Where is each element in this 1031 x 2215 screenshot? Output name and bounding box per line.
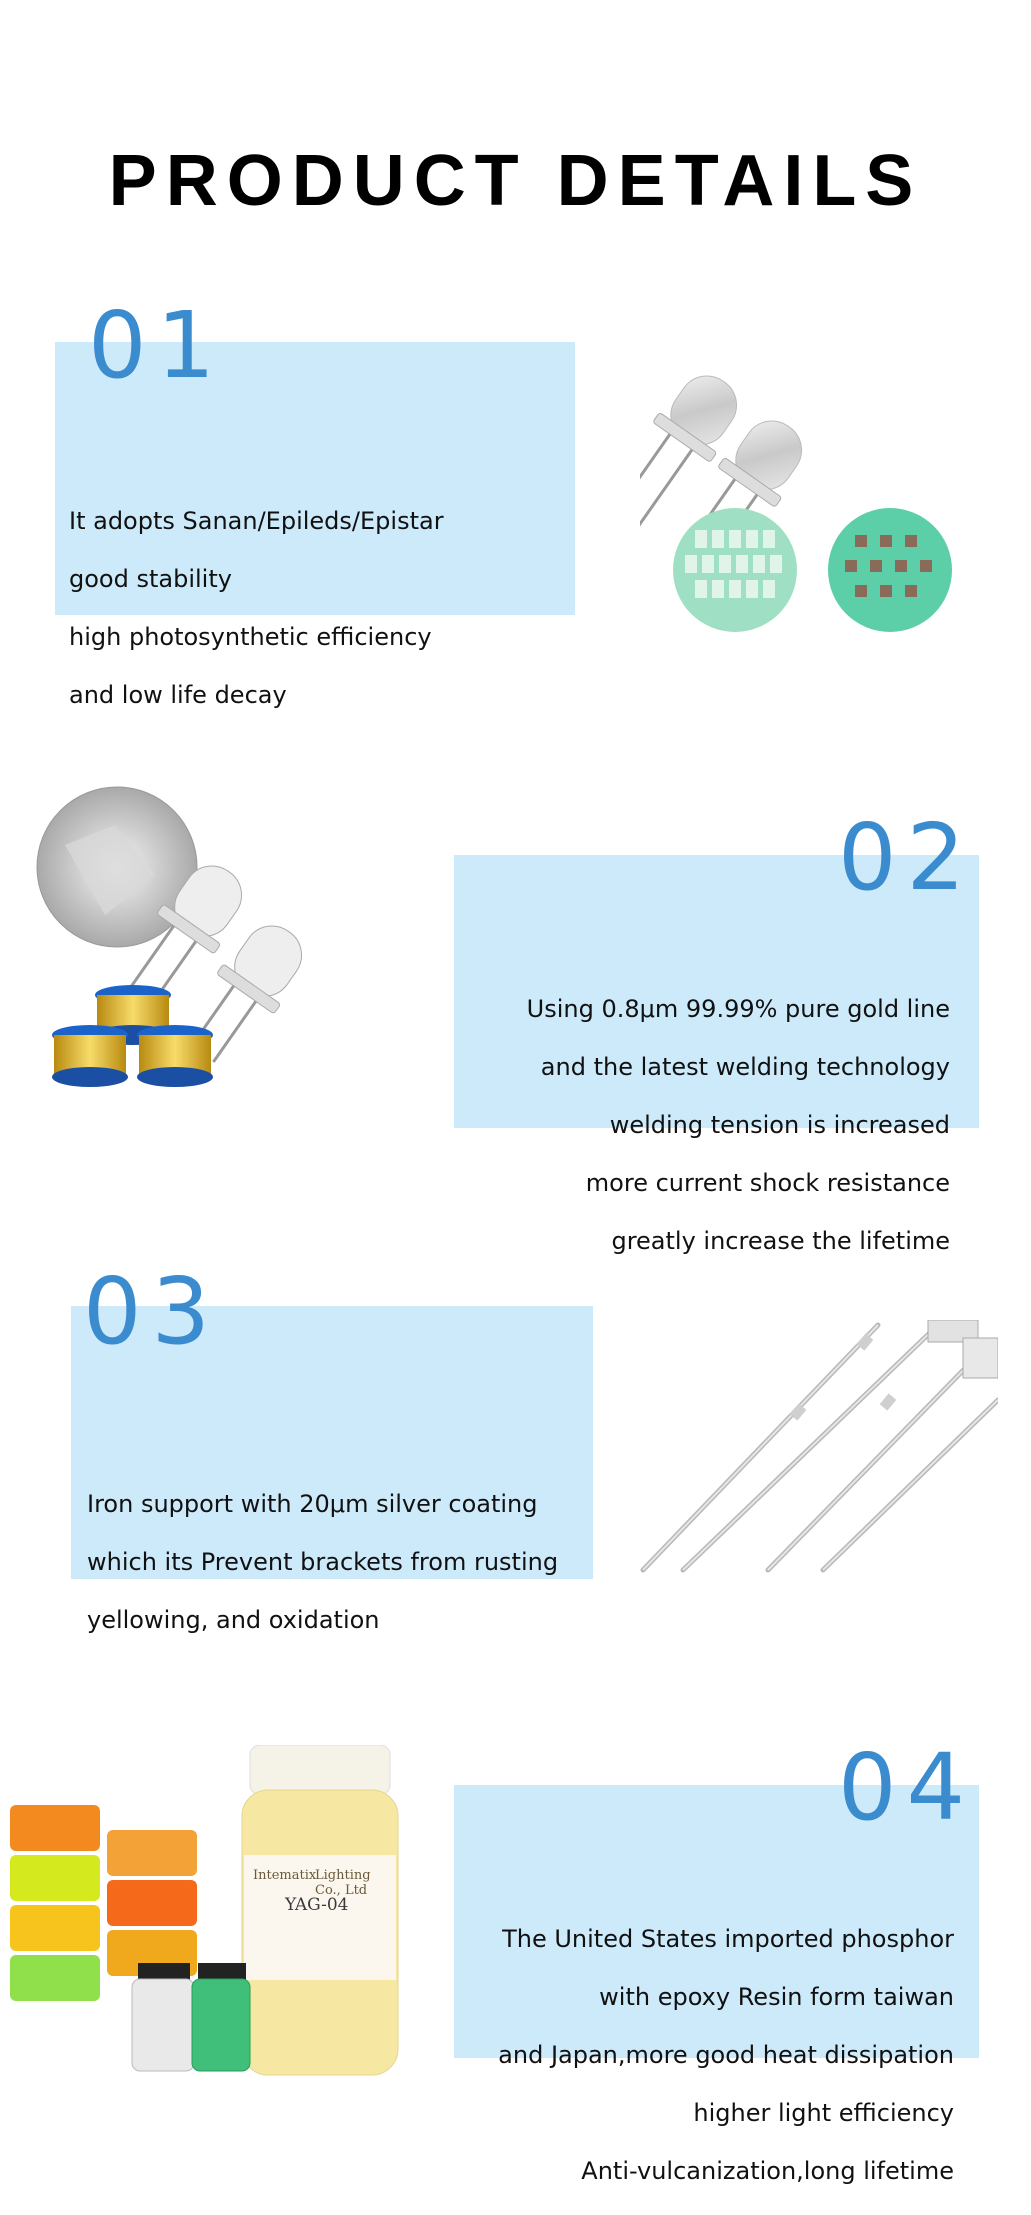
section-04-number: 04 bbox=[838, 1734, 976, 1841]
gold-wire-led-image bbox=[35, 785, 375, 1105]
section-02-line-4: more current shock resistance bbox=[585, 1169, 950, 1197]
section-02-line-1: Using 0.8μm 99.99% pure gold line bbox=[526, 995, 950, 1023]
led-chip-wafer-image bbox=[640, 355, 960, 640]
section-02-number: 02 bbox=[838, 804, 976, 911]
section-02-line-2: and the latest welding technology bbox=[540, 1053, 950, 1081]
section-04-line-2: with epoxy Resin form taiwan bbox=[599, 1983, 954, 2011]
page-title: PRODUCT DETAILS bbox=[108, 141, 923, 221]
section-02-line-5: greatly increase the lifetime bbox=[611, 1227, 950, 1255]
section-04-line-1: The United States imported phosphor bbox=[502, 1925, 954, 1953]
section-02-text bbox=[460, 966, 950, 1285]
section-04-line-3: and Japan,more good heat dissipation bbox=[498, 2041, 954, 2069]
section-04-line-5: Anti-vulcanization,long lifetime bbox=[581, 2157, 954, 2185]
section-03-line-2: which its Prevent brackets from rusting bbox=[87, 1548, 559, 1576]
bottle-company: Lighting Co., Ltd bbox=[315, 1868, 371, 1898]
phosphor-image bbox=[10, 1745, 400, 2080]
section-04-text bbox=[460, 1896, 954, 2215]
section-03-number: 03 bbox=[83, 1258, 221, 1365]
section-04-line-4: higher light efficiency bbox=[693, 2099, 954, 2127]
section-03-line-3: yellowing, and oxidation bbox=[87, 1606, 380, 1634]
section-01-number: 01 bbox=[88, 292, 226, 399]
section-03-text bbox=[87, 1461, 558, 1664]
section-01-line-3: high photosynthetic efficiency bbox=[69, 623, 432, 651]
section-01-text bbox=[69, 478, 444, 739]
section-01-line-1: It adopts Sanan/Epileds/Epistar bbox=[69, 507, 444, 535]
led-leads-image bbox=[638, 1320, 998, 1575]
section-02-line-3: welding tension is increased bbox=[609, 1111, 950, 1139]
section-01-line-2: good stability bbox=[69, 565, 232, 593]
section-01-line-4: and low life decay bbox=[69, 681, 287, 709]
section-03-line-1: Iron support with 20μm silver coating bbox=[87, 1490, 538, 1518]
bottle-product: YAG-04 bbox=[285, 1895, 349, 1915]
bottle-brand: Intematix bbox=[253, 1868, 317, 1883]
